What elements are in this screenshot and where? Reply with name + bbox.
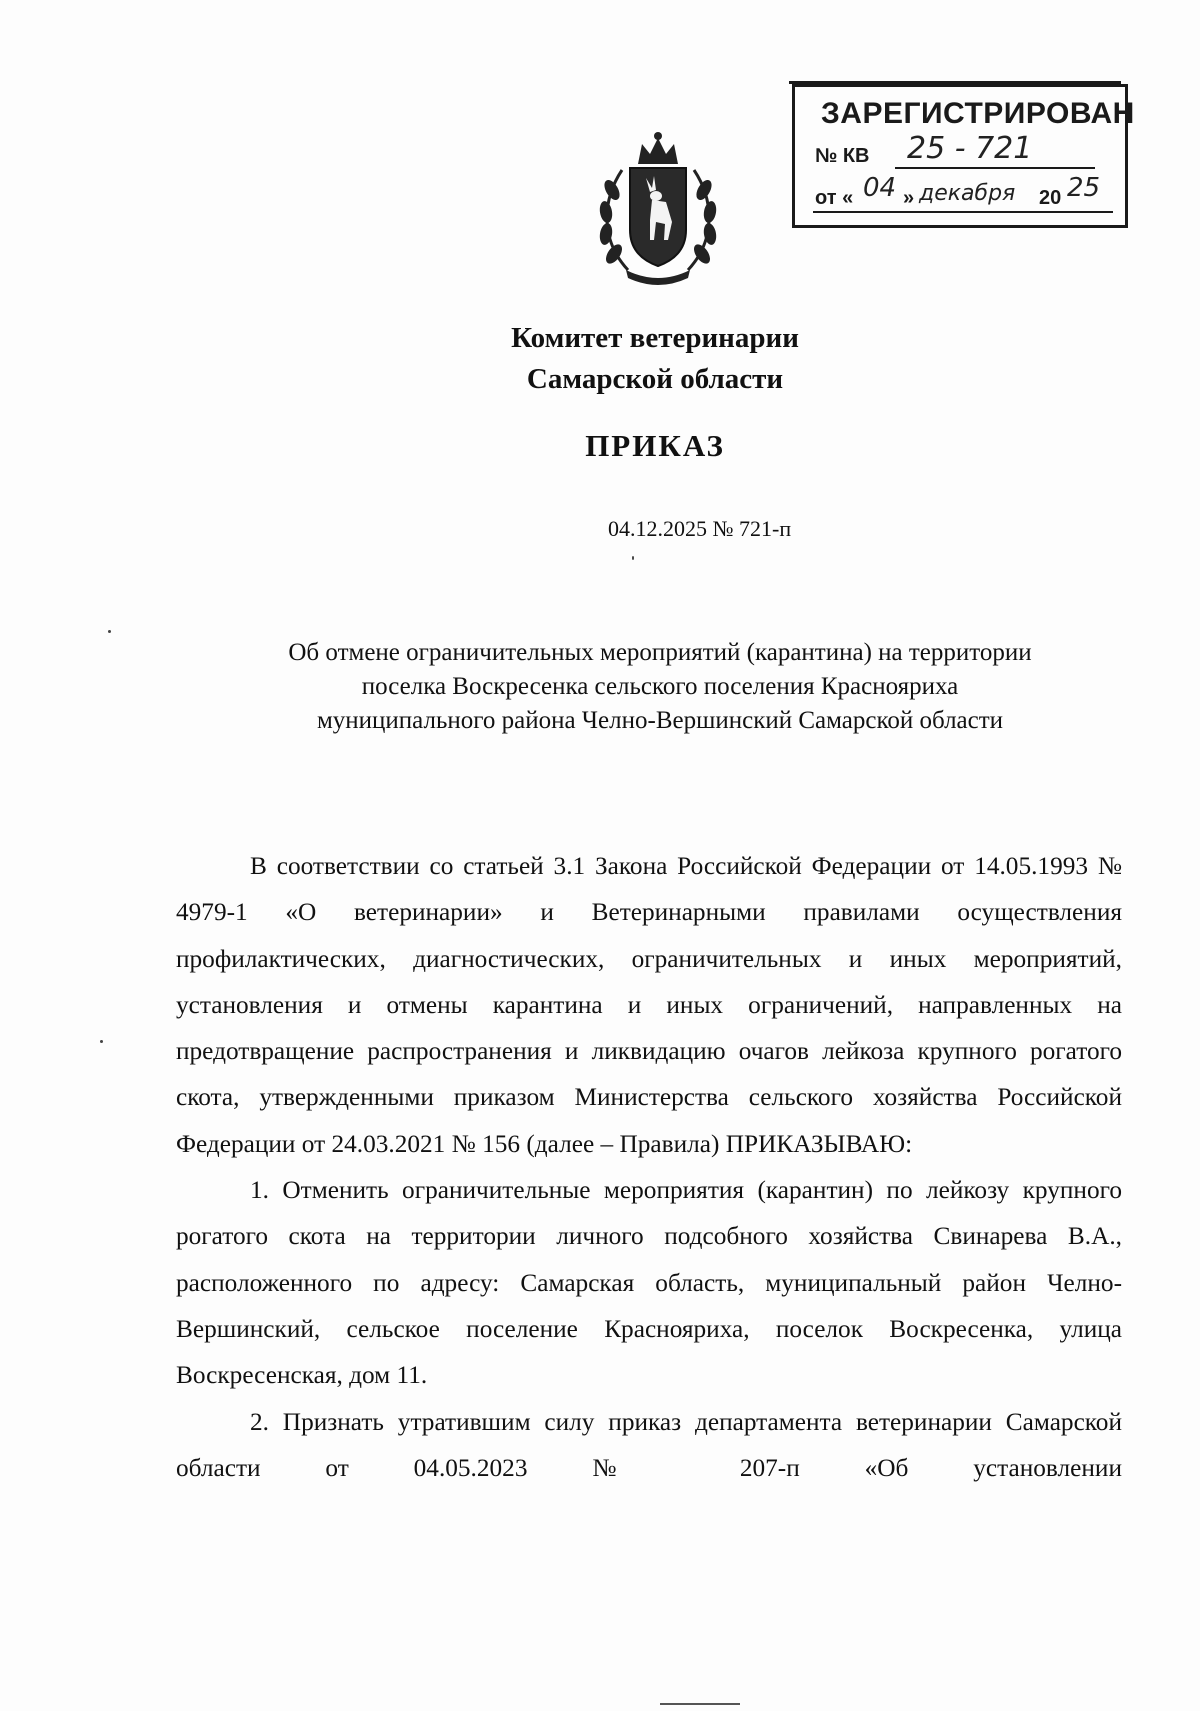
document-title: ПРИКАЗ [585,428,725,463]
scan-speck [108,630,111,633]
organization-line-2: Самарской области [526,363,784,395]
stamp-date-underline [813,211,1113,213]
organization-name [0,318,1200,400]
stamp-number-label: № КВ [815,145,870,167]
document-body [176,843,1122,1491]
stamp-date-month: декабря [919,181,1016,206]
stamp-number-row [815,145,870,168]
stamp-date-prefix: от « [815,187,854,209]
samara-coat-of-arms-icon [592,130,724,290]
body-paragraph-item-2: 2. Признать утратившим силу приказ департамента ветеринарии Самарской области от 04.05.2023 № 207-п «Об установлении [176,1407,1122,1482]
subject-line-1: Об отмене ограничительных мероприятий (карантина) на территории [288,639,1032,666]
body-paragraph-item-1: 1. Отменить ограничительные мероприятия (карантин) по лейкозу крупного рогатого скота на территории личного подсобного хозяйства Свинарева В.А., расположенного по адресу: Самарская область, муниципальный район Челно-Вершинский, сельское поселение Краснояриха, поселок Воскресенка, улица Воскресенская, дом 11. [176,1176,1122,1390]
scan-speck [632,556,634,560]
subject-line-2: поселка Воскресенка сельского поселения Краснояриха [361,673,959,700]
document-subject [160,636,1160,738]
stamp-date-sep: » [903,187,915,209]
stamp-date-row [815,187,853,210]
stamp-date-day: 04 [863,173,897,203]
organization-line-1: Комитет ветеринарии [511,322,799,354]
scan-edge-mark [660,1703,740,1705]
stamp-date-year-suffix: 25 [1067,173,1101,203]
document-date-number: 04.12.2025 № 721-п [608,516,792,541]
registration-stamp [792,84,1135,228]
subject-line-3: муниципального района Челно-Вершинский Самарской области [316,707,1004,734]
body-paragraph-preamble: В соответствии со статьей 3.1 Закона Российской Федерации от 14.05.1993 № 4979-1 «О ветеринарии» и Ветеринарными правилами осуществления профилактических, диагностических, ограничительных и иных мероприятий, установления и отмены карантина и иных ограничений, направленных на предотвращение распространения и ликвидацию очагов лейкоза крупного рогатого скота, утвержденными приказом Министерства сельского хозяйства Российской Федерации от 24.03.2021 № 156 (далее – Правила) ПРИКАЗЫВАЮ: [176,852,1122,1158]
stamp-date-year-prefix: 20 [1039,187,1062,209]
stamp-number-underline [895,167,1095,169]
scan-speck [100,1040,103,1043]
stamp-number-value: 25 - 721 [907,131,1033,166]
stamp-title: ЗАРЕГИСТРИРОВАН [821,97,1135,130]
